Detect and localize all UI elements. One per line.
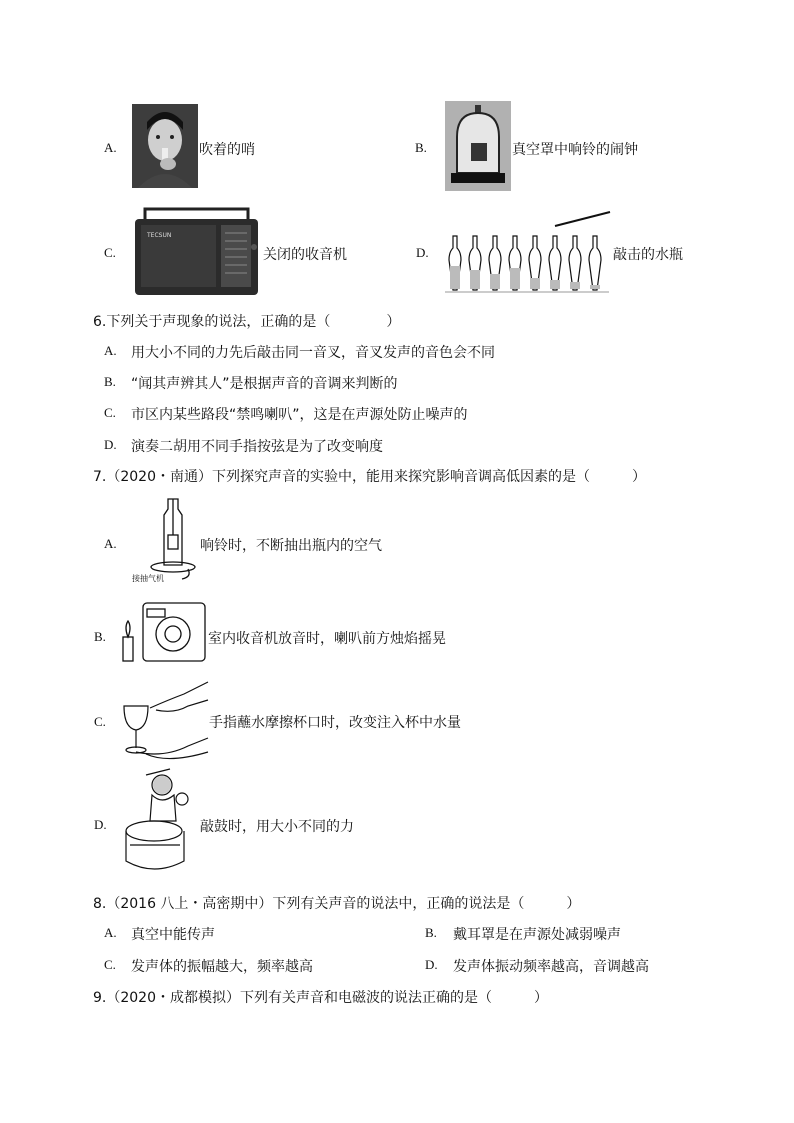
- svg-text:接抽气机: 接抽气机: [132, 574, 164, 583]
- whistle-boy-image: [132, 104, 198, 188]
- q7-option-text-c: 手指蘸水摩擦杯口时，改变注入杯中水量: [209, 715, 461, 731]
- wine-glass-hand-image: [118, 680, 210, 762]
- option-letter-d: D.: [416, 245, 429, 260]
- drum-child-image: [118, 765, 200, 877]
- q8-option-text-c: 发声体的振幅越大，频率越高: [131, 959, 313, 975]
- bell-jar-clock-image: [445, 101, 511, 191]
- option-letter-a: A.: [104, 140, 117, 155]
- water-bottles-image: [445, 208, 613, 294]
- q6-option-letter-a: A.: [104, 343, 117, 358]
- question-9-stem: 9.（2020・成都模拟）下列有关声音和电磁波的说法正确的是（ ）: [93, 990, 548, 1006]
- question-8-stem: 8.（2016 八上・高密期中）下列有关声音的说法中，正确的说法是（ ）: [93, 896, 581, 912]
- q7-option-letter-b: B.: [94, 629, 106, 644]
- option-text-b: 真空罩中响铃的闹钟: [512, 142, 638, 158]
- option-text-d: 敲击的水瓶: [613, 247, 683, 263]
- q8-option-text-d: 发声体振动频率越高，音调越高: [453, 959, 649, 975]
- q8-option-letter-d: D.: [425, 957, 438, 972]
- q6-option-text-c: 市区内某些路段“禁鸣喇叭”，这是在声源处防止噪声的: [131, 407, 468, 423]
- q8-option-text-b: 戴耳罩是在声源处减弱噪声: [453, 927, 621, 943]
- option-letter-b: B.: [415, 140, 427, 155]
- q6-option-letter-c: C.: [104, 405, 116, 420]
- radio-candle-image: [117, 597, 209, 665]
- question-7-stem: 7.（2020・南通）下列探究声音的实验中，能用来探究影响音调高低因素的是（ ）: [93, 469, 646, 485]
- svg-text:TECSUN: TECSUN: [147, 232, 172, 239]
- q7-option-text-b: 室内收音机放音时，喇叭前方烛焰摇晃: [208, 631, 446, 647]
- q8-option-letter-c: C.: [104, 957, 116, 972]
- q8-option-letter-a: A.: [104, 925, 117, 940]
- question-6-stem: 6.下列关于声现象的说法，正确的是（ ）: [93, 314, 401, 330]
- q6-option-text-d: 演奏二胡用不同手指按弦是为了改变响度: [131, 439, 383, 455]
- option-text-a: 吹着的哨: [199, 142, 255, 158]
- q6-option-letter-b: B.: [104, 374, 116, 389]
- q6-option-text-b: “闻其声辨其人”是根据声音的音调来判断的: [131, 376, 398, 392]
- q7-option-letter-a: A.: [104, 536, 117, 551]
- option-text-c: 关闭的收音机: [263, 247, 347, 263]
- q7-option-text-a: 响铃时，不断抽出瓶内的空气: [200, 538, 382, 554]
- q7-option-letter-c: C.: [94, 714, 106, 729]
- bell-jar-pump-image: [130, 495, 200, 585]
- q8-option-letter-b: B.: [425, 925, 437, 940]
- q6-option-text-a: 用大小不同的力先后敲击同一音叉，音叉发声的音色会不同: [131, 345, 495, 361]
- q8-option-text-a: 真空中能传声: [131, 927, 215, 943]
- q7-option-text-d: 敲鼓时，用大小不同的力: [200, 819, 354, 835]
- radio-image: [133, 207, 260, 297]
- q7-option-letter-d: D.: [94, 817, 107, 832]
- option-letter-c: C.: [104, 245, 116, 260]
- q6-option-letter-d: D.: [104, 437, 117, 452]
